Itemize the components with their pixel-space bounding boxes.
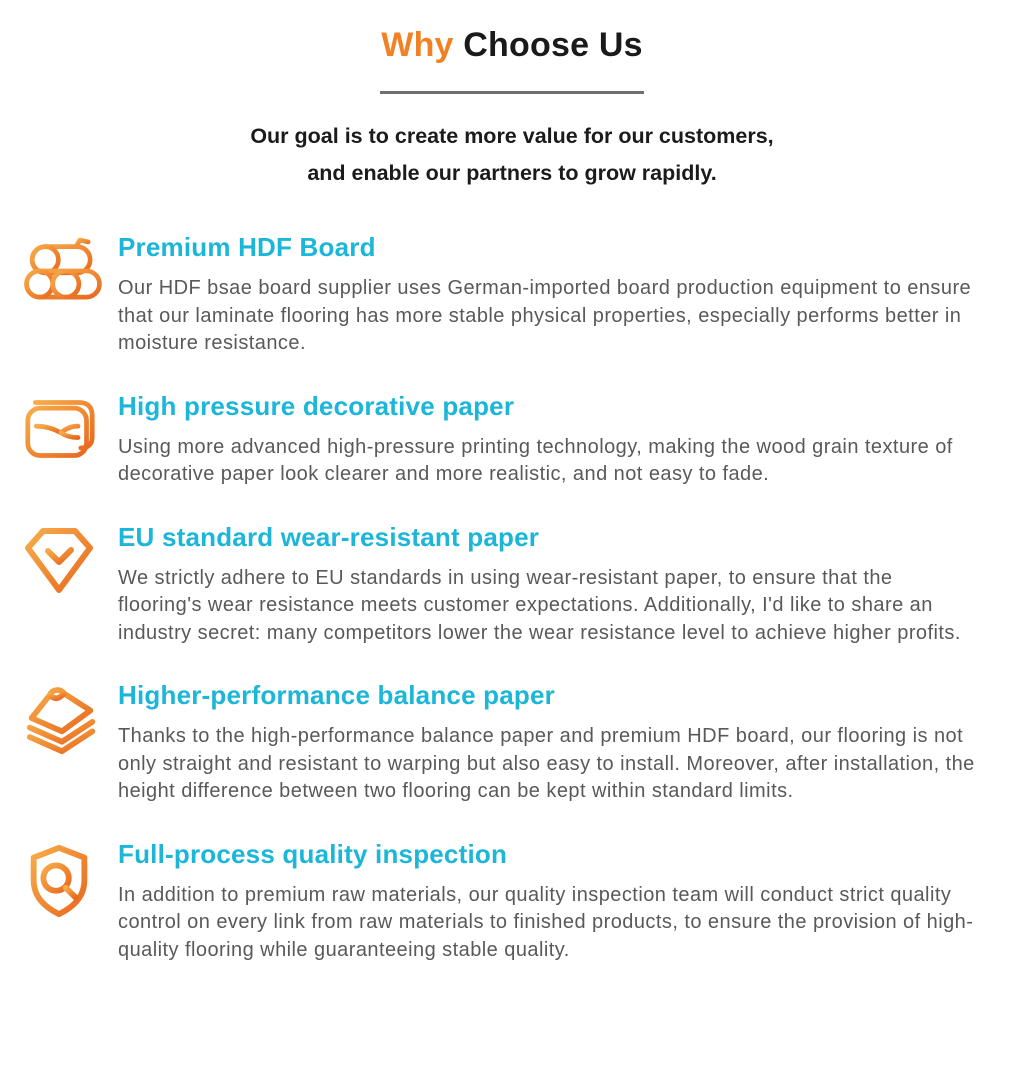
page-header <box>0 0 1024 192</box>
feature-content <box>118 839 1004 965</box>
feature-heading: High pressure decorative paper <box>118 390 515 421</box>
feature-decorative-paper <box>20 391 1004 489</box>
feature-body: Our HDF bsae board supplier uses German-imported board production equipment to ensure that our laminate flooring has more stable physical properties, especially performs better in moisture resistance. <box>118 277 972 354</box>
wood-grain-icon <box>20 391 118 465</box>
shield-search-icon <box>20 839 118 921</box>
page-title <box>0 26 1024 65</box>
feature-content <box>118 680 1004 806</box>
feature-body: Using more advanced high-pressure printing technology, making the wood grain texture of decorative paper look clearer and more realistic, and not easy to fade. <box>118 435 953 485</box>
feature-heading: Higher-performance balance paper <box>118 680 555 710</box>
feature-wear-resistant-paper <box>20 522 1004 648</box>
feature-premium-hdf-board <box>20 232 1004 358</box>
feature-body: Thanks to the high-performance balance paper and premium HDF board, our flooring is not only straight and resistant to warping but also easy to install. Moreover, after installation, the height difference between two flooring can be kept within standard limits. <box>118 725 975 802</box>
feature-heading: Premium HDF Board <box>118 232 376 262</box>
feature-content <box>118 522 1004 648</box>
logs-icon <box>20 232 118 306</box>
feature-body: We strictly adhere to EU standards in using wear-resistant paper, to ensure that the flooring's wear resistance meets customer expectations. Additionally, I'd like to share an industry secret: many competitors lower the wear resistance level to achieve higher profits. <box>118 566 961 644</box>
paper-stack-icon <box>20 680 118 756</box>
title-highlight: Why <box>381 26 454 64</box>
feature-heading: EU standard wear-resistant paper <box>118 521 540 552</box>
gem-check-icon <box>20 522 118 598</box>
subtitle-line-2: and enable our partners to grow rapidly. <box>307 161 717 185</box>
subtitle-line-1: Our goal is to create more value for our customers, <box>250 124 774 148</box>
feature-balance-paper <box>20 680 1004 806</box>
subtitle <box>0 118 1024 192</box>
feature-list <box>0 232 1024 964</box>
title-rest: Choose Us <box>453 26 643 64</box>
feature-heading: Full-process quality inspection <box>118 838 508 869</box>
feature-body: In addition to premium raw materials, our quality inspection team will conduct strict quality control on every link from raw materials to finished products, to ensure the provision of high-quality flooring while guaranteeing stable quality. <box>118 883 974 961</box>
feature-quality-inspection <box>20 839 1004 965</box>
title-divider <box>380 91 644 94</box>
feature-content <box>118 232 1004 358</box>
feature-content <box>118 391 1004 489</box>
